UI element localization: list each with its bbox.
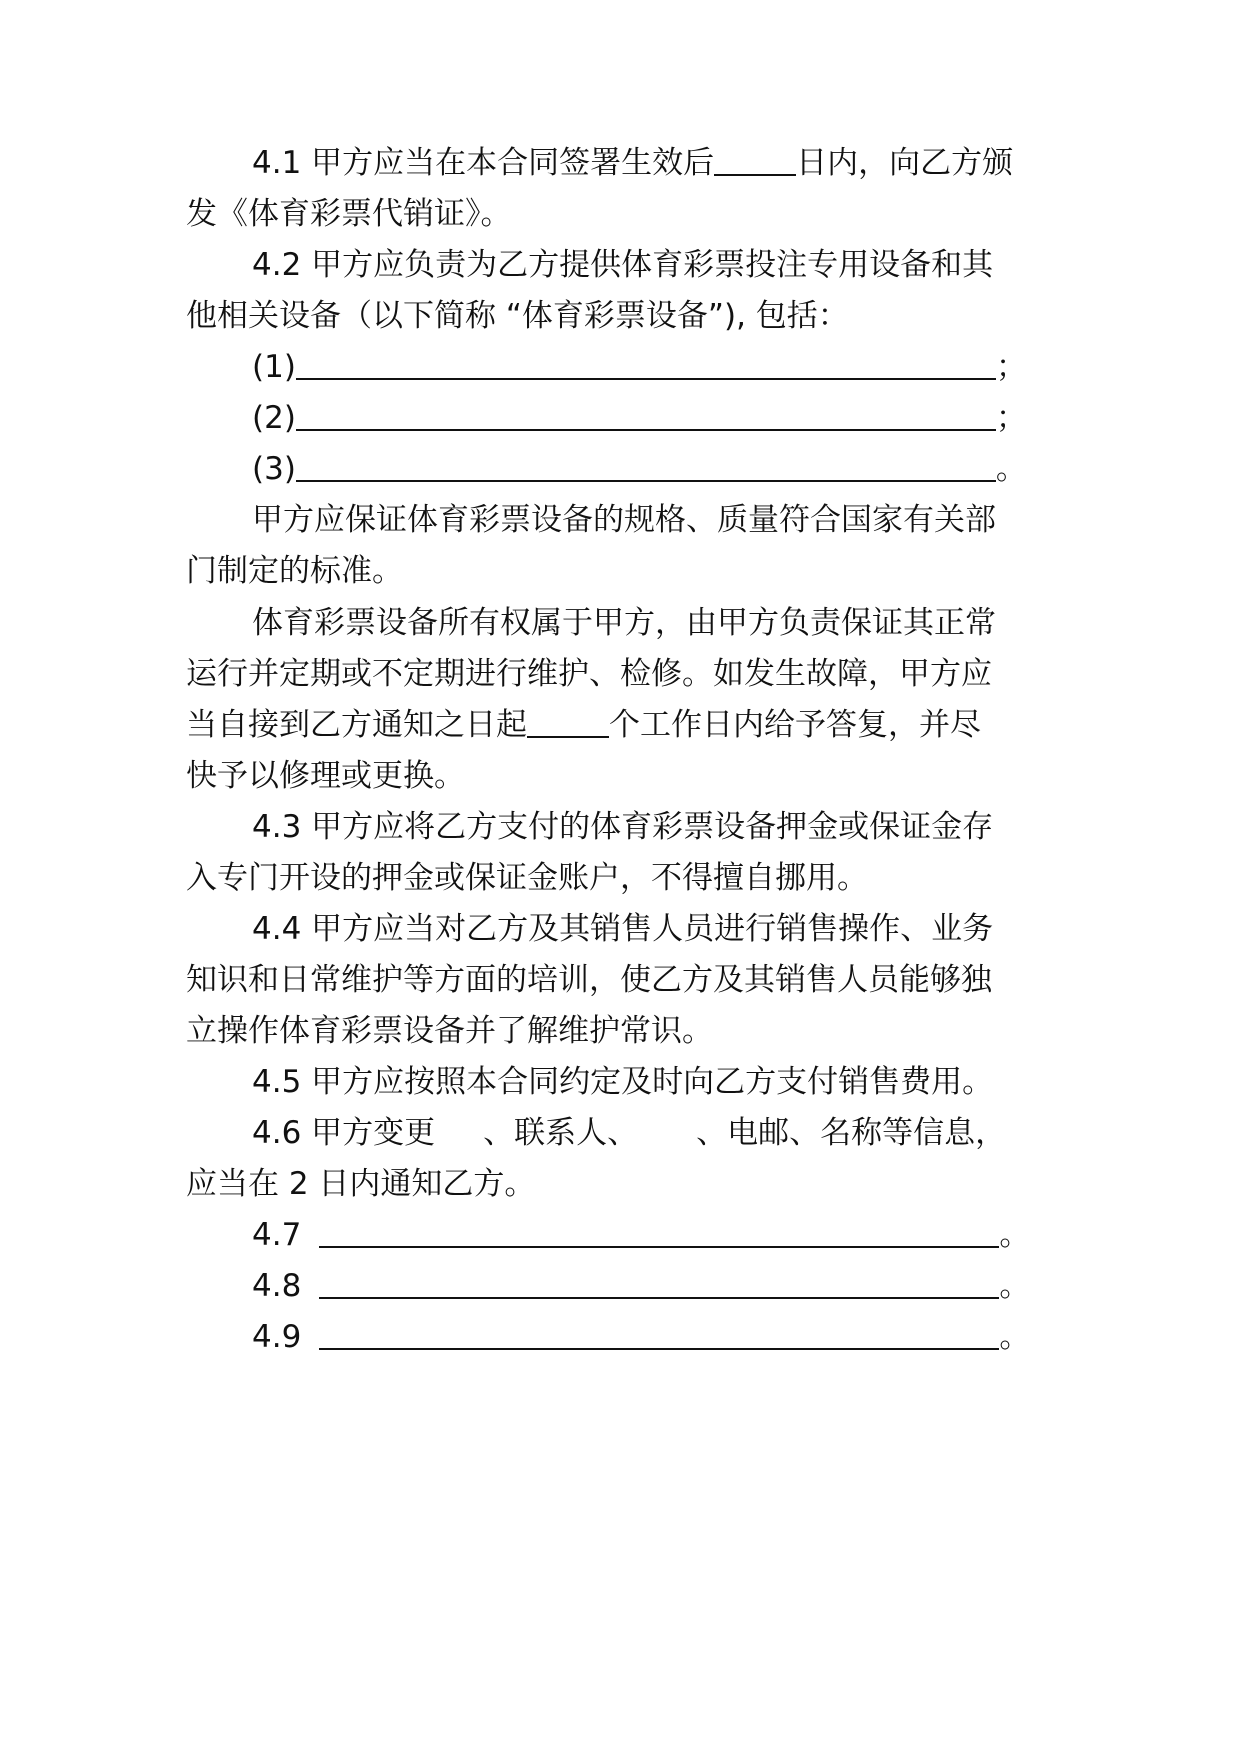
clause-blank	[319, 1263, 999, 1299]
clause-4-1-text-b: 日内，向乙方颁	[796, 145, 1014, 181]
equipment-item-end: ；	[995, 349, 1027, 385]
clause-4-2-para-3-line-1: 体育彩票设备所有权属于甲方，由甲方负责保证其正常	[252, 605, 996, 641]
equipment-item-3	[252, 446, 1027, 492]
clause-4-2-para-3-text-a: 当自接到乙方通知之日起	[186, 707, 527, 743]
clause-4-3-line-1: 4.3 甲方应将乙方支付的体育彩票设备押金或保证金存	[252, 809, 994, 845]
clause-4-6-text-a: 4.6 甲方变更	[252, 1115, 436, 1151]
equipment-item-blank	[296, 395, 996, 431]
clause-4-6-line-2: 应当在 2 日内通知乙方。	[186, 1166, 536, 1202]
clause-end: 。	[999, 1319, 1031, 1355]
clause-4-2-line-1: 4.2 甲方应负责为乙方提供体育彩票投注专用设备和其	[252, 247, 994, 283]
clause-blank	[319, 1314, 999, 1350]
equipment-item-end: 。	[995, 451, 1027, 487]
equipment-item-label: (3)	[252, 451, 296, 487]
clause-4-1-text-a: 4.1 甲方应当在本合同签署生效后	[252, 145, 715, 181]
clause-blank	[319, 1212, 999, 1248]
equipment-item-blank	[296, 446, 996, 482]
clause-number: 4.8	[252, 1268, 302, 1304]
clause-number: 4.9	[252, 1319, 302, 1355]
equipment-item-label: (2)	[252, 400, 296, 436]
clause-4-8	[252, 1263, 1030, 1309]
clause-4-2-para-2-line-2: 门制定的标准。	[186, 553, 403, 589]
clause-end: 。	[999, 1268, 1031, 1304]
clause-4-1-line-2: 发《体育彩票代销证》。	[186, 196, 512, 232]
equipment-item-label: (1)	[252, 349, 296, 385]
clause-4-2-line-2: 他相关设备（以下简称 “体育彩票设备”), 包括：	[186, 298, 849, 334]
clause-end: 。	[999, 1217, 1031, 1253]
equipment-item-end: ；	[995, 400, 1027, 436]
clause-4-5-line-1: 4.5 甲方应按照本合同约定及时向乙方支付销售费用。	[252, 1064, 994, 1100]
working-days-blank	[527, 702, 609, 738]
equipment-item-2	[252, 395, 1027, 441]
clause-number: 4.7	[252, 1217, 302, 1253]
clause-4-6-text-b: 、联系人、	[483, 1115, 639, 1151]
clause-4-2-para-3-line-3	[186, 702, 981, 748]
clause-4-2-para-3-line-4: 快予以修理或更换。	[186, 758, 465, 794]
equipment-item-blank	[296, 344, 996, 380]
clause-4-2-para-3-text-b: 个工作日内给予答复，并尽	[609, 707, 981, 743]
clause-4-4-line-3: 立操作体育彩票设备并了解维护常识。	[186, 1013, 713, 1049]
equipment-item-1	[252, 344, 1027, 390]
clause-4-4-line-2: 知识和日常维护等方面的培训，使乙方及其销售人员能够独	[186, 962, 992, 998]
clause-4-4-line-1: 4.4 甲方应当对乙方及其销售人员进行销售操作、业务	[252, 911, 994, 947]
days-blank	[714, 140, 796, 176]
clause-4-6-text-c: 、电邮、名称等信息，	[696, 1115, 1007, 1151]
clause-4-2-para-3-line-2: 运行并定期或不定期进行维护、检修。如发生故障，甲方应	[186, 656, 992, 692]
clause-4-6-line-1	[252, 1110, 1006, 1156]
clause-4-9	[252, 1314, 1030, 1360]
clause-4-7	[252, 1212, 1030, 1258]
contract-page	[186, 0, 1066, 1755]
clause-4-3-line-2: 入专门开设的押金或保证金账户，不得擅自挪用。	[186, 860, 868, 896]
clause-4-1-line-1	[252, 140, 1013, 186]
clause-4-2-para-2-line-1: 甲方应保证体育彩票设备的规格、质量符合国家有关部	[252, 502, 996, 538]
